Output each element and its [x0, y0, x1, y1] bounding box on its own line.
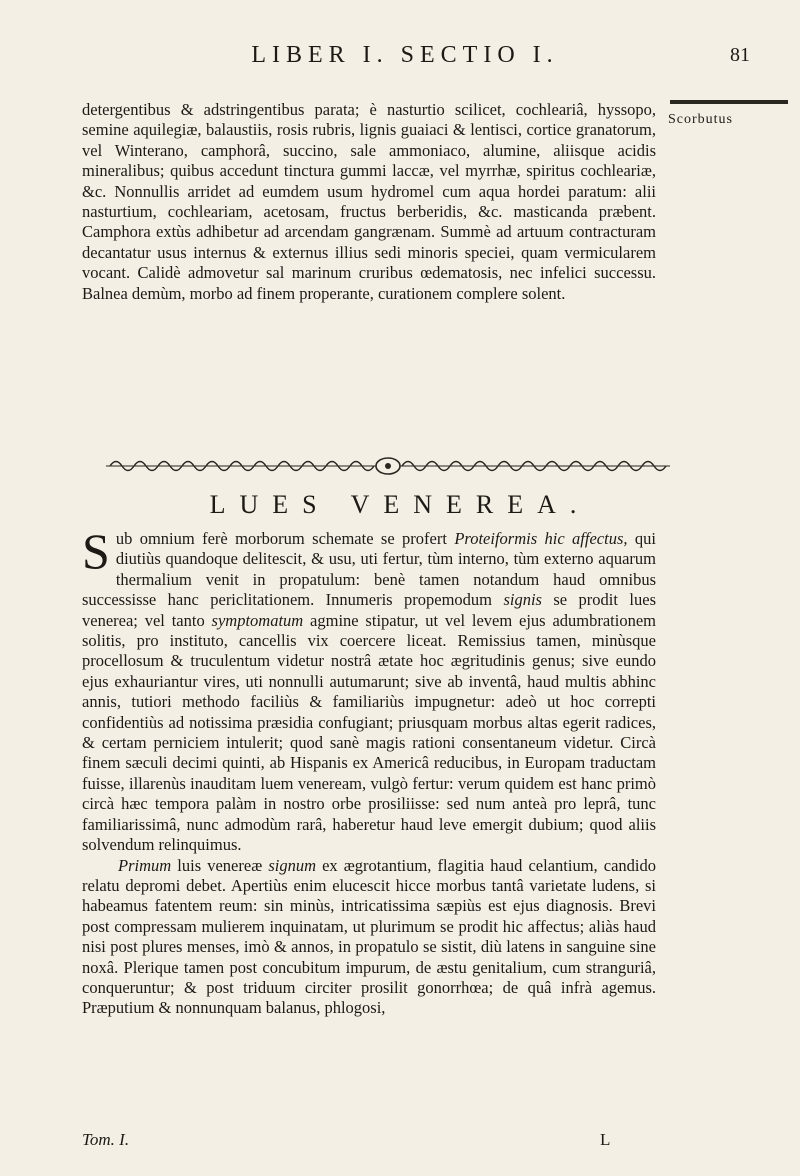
paragraph-primum-signum: [82, 856, 656, 1019]
ornamental-divider: [106, 454, 670, 478]
italic-run: Primum: [118, 855, 172, 875]
volume-mark: Tom. I.: [82, 1130, 130, 1149]
signature-mark: L: [600, 1130, 611, 1149]
section-body: [82, 523, 657, 1019]
text-run: ex ægrotantium, flagitia haud celantium, candido relatu depromi debet. Apertiùs enim elucescit hicce morbus tantâ varietate ludens, si habeamus fatentem reum: sin minùs, intricatissima sæpiùs est ejus diagnosis. Brevi post compressam mulierem inquinatam, ut plurimum se prodit hic affectus; aliàs haud nisi post plures menses, imò & annos, in propatulo se sistit, diù latens in sanguine sine noxâ. Plerique tamen post concubitum impurum, de æstu genitalium, cum stranguriâ, conqueruntur; & post triduum circiter prosilit gonorrhœa; de quâ infrà agemus. Præputium & nonnunquam balanus, phlogosi,: [82, 855, 657, 1018]
margin-note: Scorbutus: [668, 112, 733, 127]
running-title: LIBER I. SECTIO I.: [251, 42, 559, 68]
margin-rule: [670, 100, 788, 104]
paragraph-scorbutus-continuation: [82, 100, 656, 304]
paragraph-text: detergentibus & adstringentibus parata; è nasturtio scilicet, cochleariâ, hyssopo, semine aquilegiæ, balaustiis, rosis rubris, lignis guaiaci & lentisci, cortice granatorum, vel Winterano, camphorâ, succino, sale ammoniaco, alumine, aliisque acidis mineralibus; quibus accedunt tinctura gummi laccæ, vel myrrhæ, spiritus cochleariæ, &c. Nonnullis arridet ad eumdem usum hydromel cum aqua hordei paratum: alii nasturtium, cochleariam, acetosam, fructus berberidis, &c. masticanda præbent. Camphora extùs adhibetur ad arcendam gangrænam. Summè ad artuum contracturam decantatur usus internus & externus illius sedi minoris speciei, quam vermicularem vocant. Calidè admovetur sal marinum cruribus œdematosis, nec infelici successu. Balnea demùm, morbo ad finem properante, curationem complere solent.: [82, 100, 656, 303]
paragraph-lues-venerea: [82, 523, 656, 856]
page-number: 81: [730, 44, 750, 66]
drop-cap: S: [82, 523, 110, 579]
section-title: LUES VENEREA.: [209, 490, 591, 519]
italic-run: Proteiformis hic affectus,: [454, 529, 628, 548]
italic-run: signis: [503, 590, 542, 610]
text-run: agmine stipatur, ut vel levem ejus adumbrationem solitis, pro instituto, cancellis vix coercere liceat. Remissius tamen, minùsque procellosum & truculentum videtur nostrâ ætate hoc ægritudinis genus; sive eundo ejus exhauriantur vires, uti nonnulli autumarunt; sive ab inventâ, haud multis abhinc annis, tutiori methodo faciliùs & familiariùs impugnetur: adeò ut hoc correpti confidentiùs ad notissima præsidia confugiant; priusquam morbus altas egerit radices, & certam perniciem intulerit; quod sanè magis rationi consentaneum videtur. Circà finem sæculi decimi quinti, ab Hispanis ex Americâ reducibus, in Europam traductam fuisse, illarenùs inauditam luem veneream, vulgò fertur: verum quidem est hanc primò circà hæc tempora palàm in nostro orbe prosiliisse: sed num anteà pro leprâ, tunc familiarissimâ, nunc admodùm rarâ, haberetur haud leve emergit dubium; quod aliis solvendum relinquimus.: [82, 610, 656, 855]
text-run: se prodit lues venerea; vel tanto: [82, 590, 656, 630]
text-run: qui diutiùs quandoque delitescit, & usu, uti fertur, tùm interno, tùm externo aquarum thermalium venit in propatulum: benè tamen notandum haud omnibus successisse hanc periclitationem. Innumeris propemodum: [82, 529, 656, 610]
italic-run: signum: [268, 855, 316, 875]
text-run: luis venereæ: [171, 855, 269, 875]
text-run: ub omnium ferè morborum schemate se profert: [115, 529, 455, 548]
italic-run: symptomatum: [211, 610, 304, 630]
